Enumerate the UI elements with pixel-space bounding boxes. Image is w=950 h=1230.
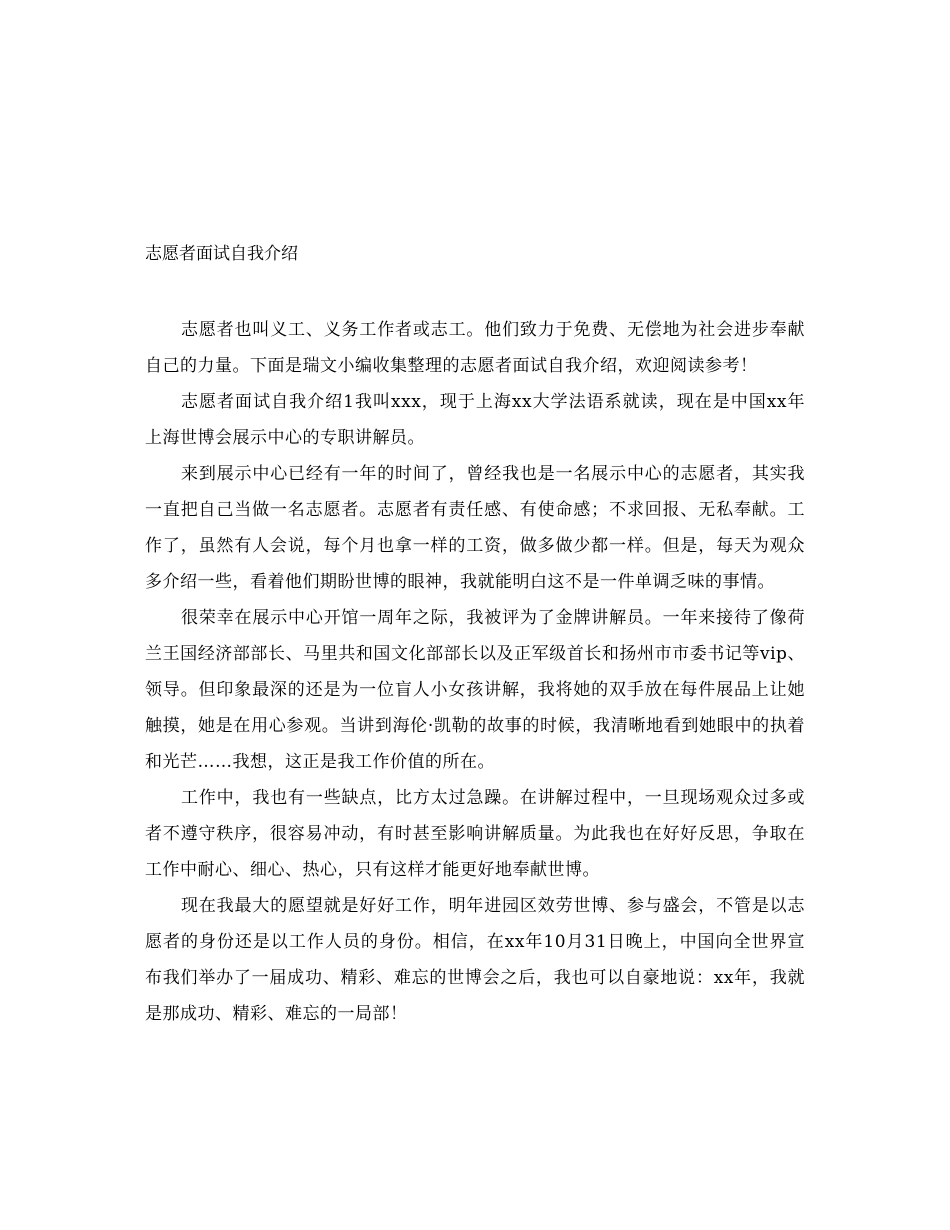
paragraph-experience: 来到展示中心已经有一年的时间了，曾经我也是一名展示中心的志愿者，其实我一直把自己当做一名志愿者。志愿者有责任感、有使命感；不求回报、无私奉献。工作了，虽然有人会说，每个月也拿一样的工资，做多做少都一样。但是，每天为观众多介绍一些，看着他们期盼世博的眼神，我就能明白这不是一件单调乏味的事情。 <box>145 464 805 592</box>
paragraph-self-intro: 志愿者面试自我介绍1我叫xxx，现于上海xx大学法语系就读，现在是中国xx年上海世博会展示中心的专职讲解员。 <box>145 392 805 448</box>
document-body <box>145 312 805 1032</box>
paragraph-intro: 志愿者也叫义工、义务工作者或志工。他们致力于免费、无偿地为社会进步奉献自己的力量。下面是瑞文小编收集整理的志愿者面试自我介绍，欢迎阅读参考！ <box>145 320 805 376</box>
paragraph-wish: 现在我最大的愿望就是好好工作，明年进园区效劳世博、参与盛会，不管是以志愿者的身份还是以工作人员的身份。相信，在xx年10月31日晚上，中国向全世界宣布我们举办了一届成功、精彩、难忘的世博会之后，我也可以自豪地说：xx年，我就是那成功、精彩、难忘的一局部！ <box>145 896 805 1024</box>
document-title: 志愿者面试自我介绍 <box>145 244 298 264</box>
paragraph-honor: 很荣幸在展示中心开馆一周年之际，我被评为了金牌讲解员。一年来接待了像荷兰王国经济部部长、马里共和国文化部部长以及正军级首长和扬州市市委书记等vip、领导。但印象最深的还是为一位盲人小女孩讲解，我将她的双手放在每件展品上让她触摸，她是在用心参观。当讲到海伦·凯勒的故事的时候，我清晰地看到她眼中的执着和光芒……我想，这正是我工作价值的所在。 <box>145 608 805 772</box>
paragraph-shortcomings: 工作中，我也有一些缺点，比方太过急躁。在讲解过程中，一旦现场观众过多或者不遵守秩序，很容易冲动，有时甚至影响讲解质量。为此我也在好好反思，争取在工作中耐心、细心、热心，只有这样才能更好地奉献世博。 <box>145 788 805 880</box>
